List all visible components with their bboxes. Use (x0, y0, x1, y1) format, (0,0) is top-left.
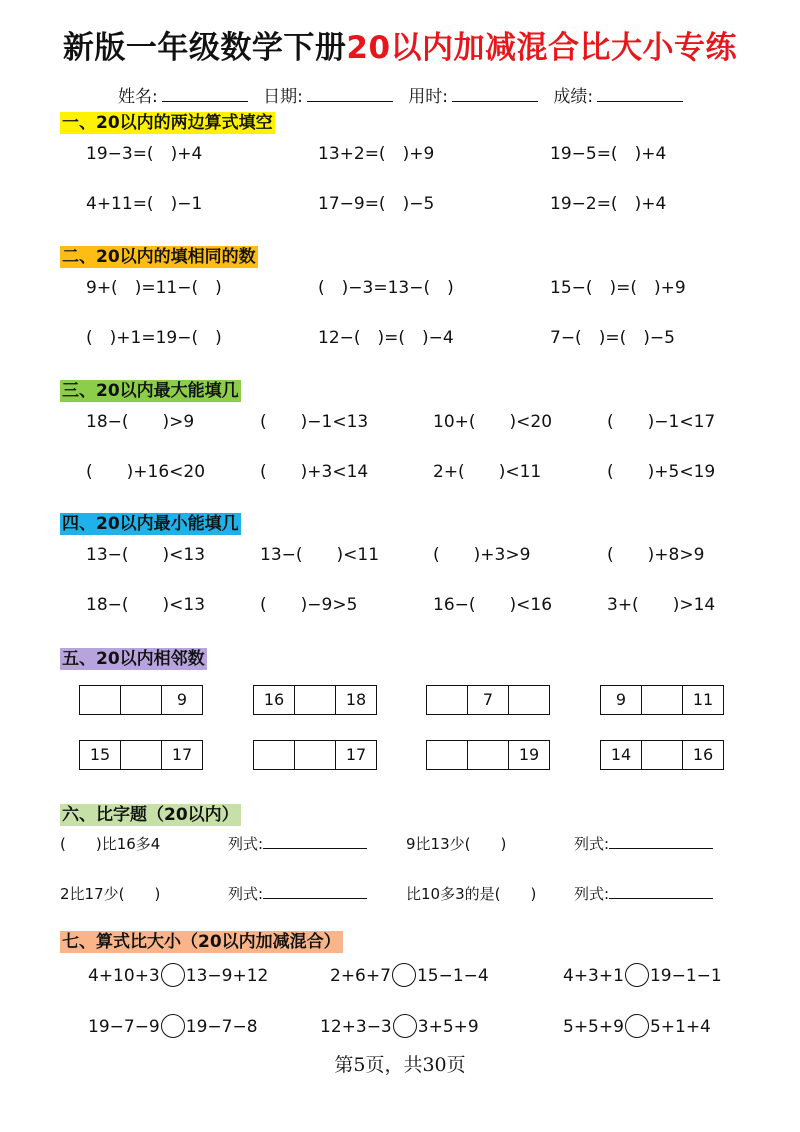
s4-question[interactable]: 13−( )<13 (86, 545, 206, 565)
number-cell[interactable]: 11 (682, 686, 723, 714)
section-7-heading: 七、算式比大小（20以内加减混合） (62, 932, 341, 952)
number-cell[interactable]: 16 (682, 741, 723, 769)
student-info-row (118, 82, 758, 107)
s6-formula-field[interactable]: 列式: (228, 884, 367, 904)
number-cell[interactable] (254, 741, 294, 769)
compare-expression: 12+3−3 3+5+9 (320, 1014, 479, 1038)
s6-question: ( )比16多4 (60, 835, 161, 853)
neighbor-number-box (426, 740, 550, 770)
neighbor-number-box (600, 685, 724, 715)
s1-question[interactable]: 13+2=( )+9 (318, 144, 435, 164)
s3-question[interactable]: 18−( )>9 (86, 412, 195, 432)
s1-question[interactable]: 19−5=( )+4 (550, 144, 667, 164)
s3-question[interactable]: ( )+3<14 (260, 462, 369, 482)
s6-formula-field[interactable]: 列式: (228, 834, 367, 854)
s3-question[interactable]: ( )+16<20 (86, 462, 206, 482)
number-cell[interactable]: 18 (335, 686, 376, 714)
number-cell[interactable]: 14 (610, 745, 632, 764)
s3-question[interactable]: ( )−1<17 (607, 412, 716, 432)
s2-question[interactable]: 9+( )=11−( ) (86, 278, 222, 298)
s1-question[interactable]: 17−9=( )−5 (318, 194, 435, 214)
neighbor-number-box (253, 685, 377, 715)
s4-question[interactable]: 18−( )<13 (86, 595, 206, 615)
s4-question[interactable]: ( )+3>9 (433, 545, 531, 565)
number-cell[interactable] (80, 686, 120, 714)
section-6-heading: 六、比字题（20以内） (62, 805, 239, 825)
date-field[interactable]: 日期: (263, 82, 393, 107)
s6-formula-field[interactable]: 列式: (574, 834, 713, 854)
compare-circle[interactable] (625, 963, 649, 987)
neighbor-number-box (600, 740, 724, 770)
s6-formula-field[interactable]: 列式: (574, 884, 713, 904)
number-cell[interactable] (427, 741, 467, 769)
worksheet-title (0, 22, 800, 67)
number-cell[interactable]: 9 (615, 690, 627, 709)
number-cell[interactable]: 7 (467, 686, 508, 714)
neighbor-number-box (79, 685, 203, 715)
s6-question: 9比13少( ) (406, 835, 507, 853)
section-4-heading: 四、20以内最小能填几 (62, 514, 239, 534)
number-cell[interactable] (641, 686, 682, 714)
number-cell[interactable]: 16 (263, 690, 285, 709)
neighbor-number-box (79, 740, 203, 770)
s3-question[interactable]: 10+( )<20 (433, 412, 553, 432)
compare-expression: 2+6+7 15−1−4 (330, 963, 489, 987)
number-cell[interactable]: 17 (161, 741, 202, 769)
s4-question[interactable]: 16−( )<16 (433, 595, 553, 615)
s2-question[interactable]: ( )+1=19−( ) (86, 328, 222, 348)
time-field[interactable]: 用时: (408, 82, 538, 107)
number-cell[interactable] (508, 686, 549, 714)
section-1-heading: 一、20以内的两边算式填空 (62, 113, 273, 133)
s1-question[interactable]: 19−3=( )+4 (86, 144, 203, 164)
title-part-2: 20以内加减混合比大小专练 (346, 30, 738, 66)
s6-question: 2比17少( ) (60, 885, 161, 903)
name-field[interactable]: 姓名: (118, 82, 248, 107)
s4-question[interactable]: ( )+8>9 (607, 545, 705, 565)
neighbor-number-box (253, 740, 377, 770)
section-5-heading: 五、20以内相邻数 (62, 649, 205, 669)
s2-question[interactable]: 15−( )=( )+9 (550, 278, 686, 298)
number-cell[interactable] (120, 686, 161, 714)
s3-question[interactable]: ( )−1<13 (260, 412, 369, 432)
number-cell[interactable]: 15 (89, 745, 111, 764)
neighbor-number-box (426, 685, 550, 715)
s6-question: 比10多3的是( ) (406, 885, 537, 903)
page-number: 第5页，共30页 (334, 1054, 466, 1076)
compare-circle[interactable] (625, 1014, 649, 1038)
s2-question[interactable]: ( )−3=13−( ) (318, 278, 454, 298)
s2-question[interactable]: 7−( )=( )−5 (550, 328, 675, 348)
number-cell[interactable] (294, 741, 335, 769)
s1-question[interactable]: 19−2=( )+4 (550, 194, 667, 214)
s2-question[interactable]: 12−( )=( )−4 (318, 328, 454, 348)
number-cell[interactable]: 17 (335, 741, 376, 769)
number-cell[interactable]: 19 (508, 741, 549, 769)
number-cell[interactable] (641, 741, 682, 769)
number-cell[interactable]: 9 (161, 686, 202, 714)
s3-question[interactable]: 2+( )<11 (433, 462, 542, 482)
s3-question[interactable]: ( )+5<19 (607, 462, 716, 482)
compare-circle[interactable] (161, 963, 185, 987)
number-cell[interactable] (294, 686, 335, 714)
number-cell[interactable] (427, 686, 467, 714)
compare-expression: 19−7−9 19−7−8 (88, 1014, 258, 1038)
s4-question[interactable]: 3+( )>14 (607, 595, 716, 615)
number-cell[interactable] (120, 741, 161, 769)
title-part-1: 新版一年级数学下册 (62, 30, 347, 66)
number-cell[interactable] (467, 741, 508, 769)
compare-circle[interactable] (393, 1014, 417, 1038)
compare-expression: 5+5+9 5+1+4 (563, 1014, 711, 1038)
compare-circle[interactable] (392, 963, 416, 987)
s4-question[interactable]: ( )−9>5 (260, 595, 358, 615)
compare-expression: 4+3+1 19−1−1 (563, 963, 722, 987)
compare-circle[interactable] (161, 1014, 185, 1038)
compare-expression: 4+10+3 13−9+12 (88, 963, 268, 987)
s4-question[interactable]: 13−( )<11 (260, 545, 380, 565)
section-2-heading: 二、20以内的填相同的数 (62, 247, 256, 267)
score-field[interactable]: 成绩: (553, 82, 683, 107)
s1-question[interactable]: 4+11=( )−1 (86, 194, 203, 214)
section-3-heading: 三、20以内最大能填几 (62, 381, 239, 401)
